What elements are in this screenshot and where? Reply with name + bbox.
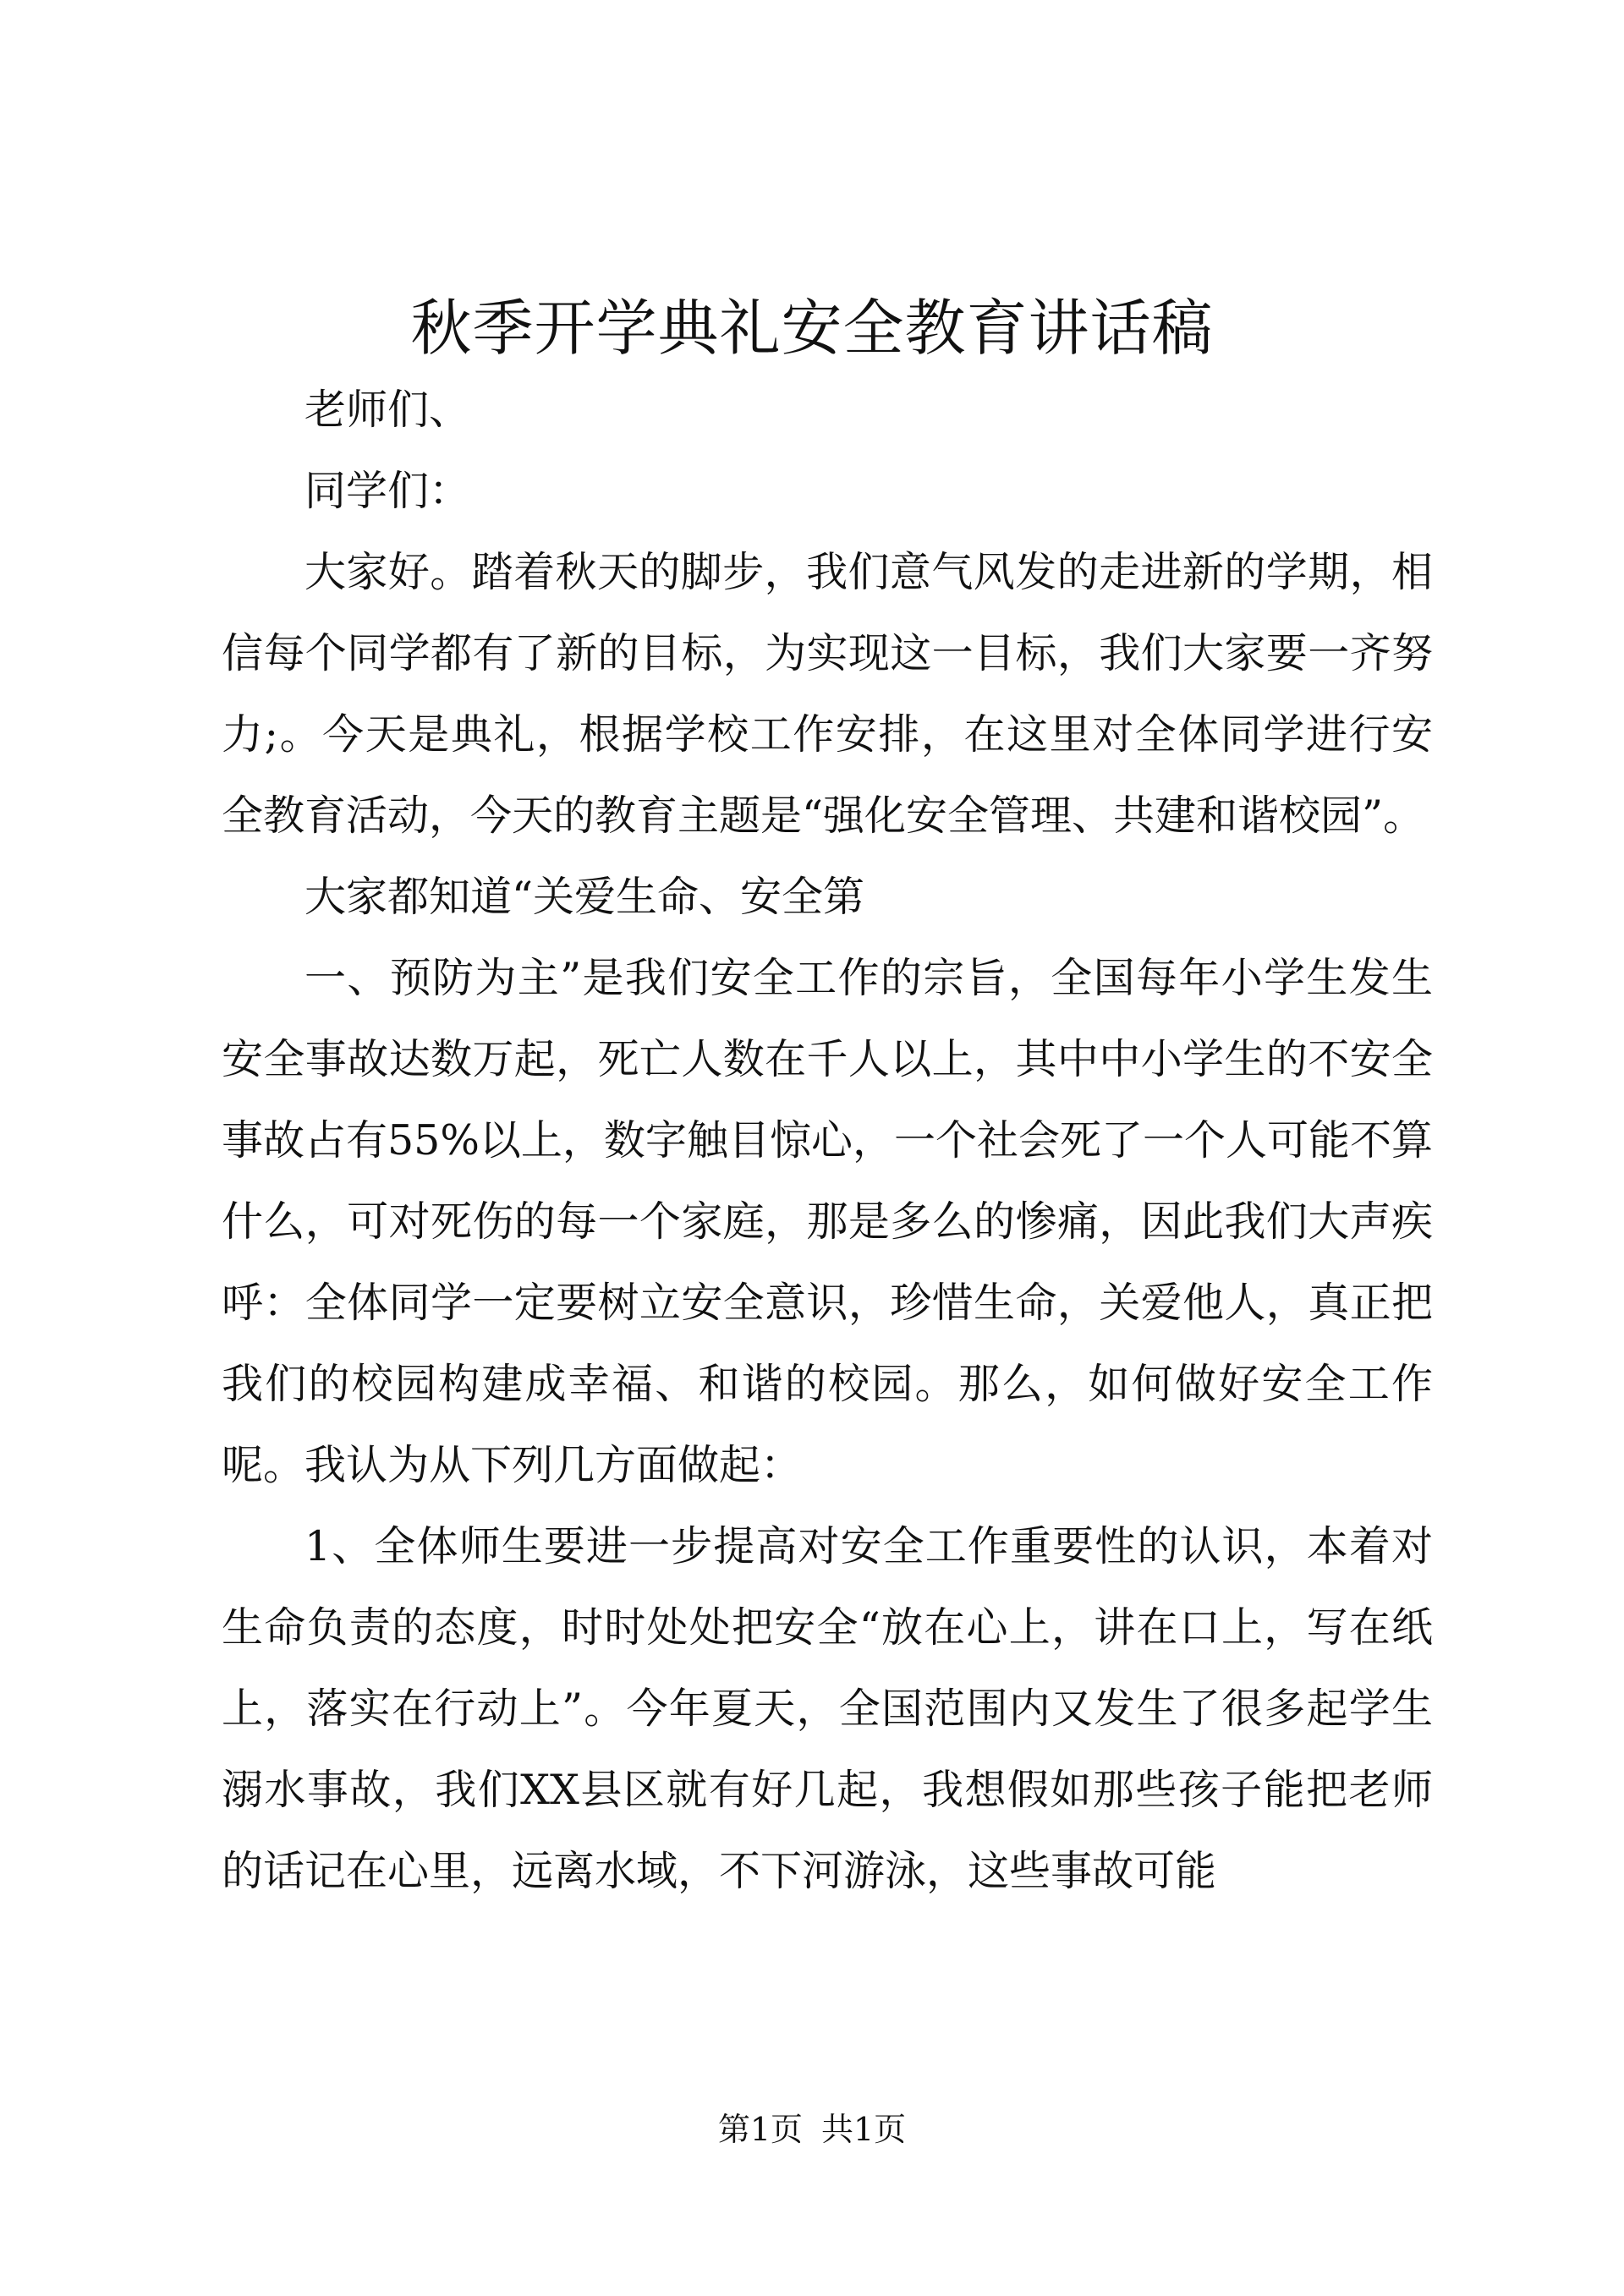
page-number: 第1页	[717, 2111, 803, 2148]
paragraph-motto: 大家都知道“关爱生命、安全第	[304, 873, 865, 921]
salutation-students: 同学们：	[304, 467, 471, 515]
paragraph-prevention: 一、预防为主”是我们安全工作的宗旨，全国每年小学生发生安全事故达数万起，死亡人数在千人以上，其中中小学生的不安全事故占有55%以上，数字触目惊心，一个社会死了一个人可能不算什么，可对死伤的每一个家庭，那是多么的惨痛，因此我们大声疾呼：全体同学一定要树立安全意识，珍惜生命，关爱他人，真正把我们的校园构建成幸福、和谐的校园。那么，如何做好安全工作呢。我认为从下列几方面做起：	[222, 954, 1433, 1489]
page-footer	[0, 2104, 1624, 2155]
document-title: 秋季开学典礼安全教育讲话稿	[410, 293, 1214, 364]
document-body	[222, 370, 1433, 1912]
salutation-teachers: 老师们、	[304, 386, 471, 434]
paragraph-point-1: 1、全体师生要进一步提高对安全工作重要性的认识，本着对生命负责的态度，时时处处把安全“放在心上，讲在口上，写在纸上，落实在行动上”。今年夏天，全国范围内又发生了很多起学生溺水事故，我们XX县区就有好几起，我想假如那些孩子能把老师的话记在心里，远离水域，不下河游泳，这些事故可能	[222, 1522, 1433, 1895]
paragraph-greeting: 大家好。踏着秋天的脚步，我们意气风发的走进新的学期，相信每个同学都有了新的目标，为实现这一目标，我们大家要一齐努力;。今天是典礼，根据学校工作安排，在这里对全体同学进行安全教育活动，今天的教育主题是“强化安全管理、共建和谐校园”。	[222, 548, 1433, 840]
page-total: 共1页	[821, 2111, 907, 2148]
